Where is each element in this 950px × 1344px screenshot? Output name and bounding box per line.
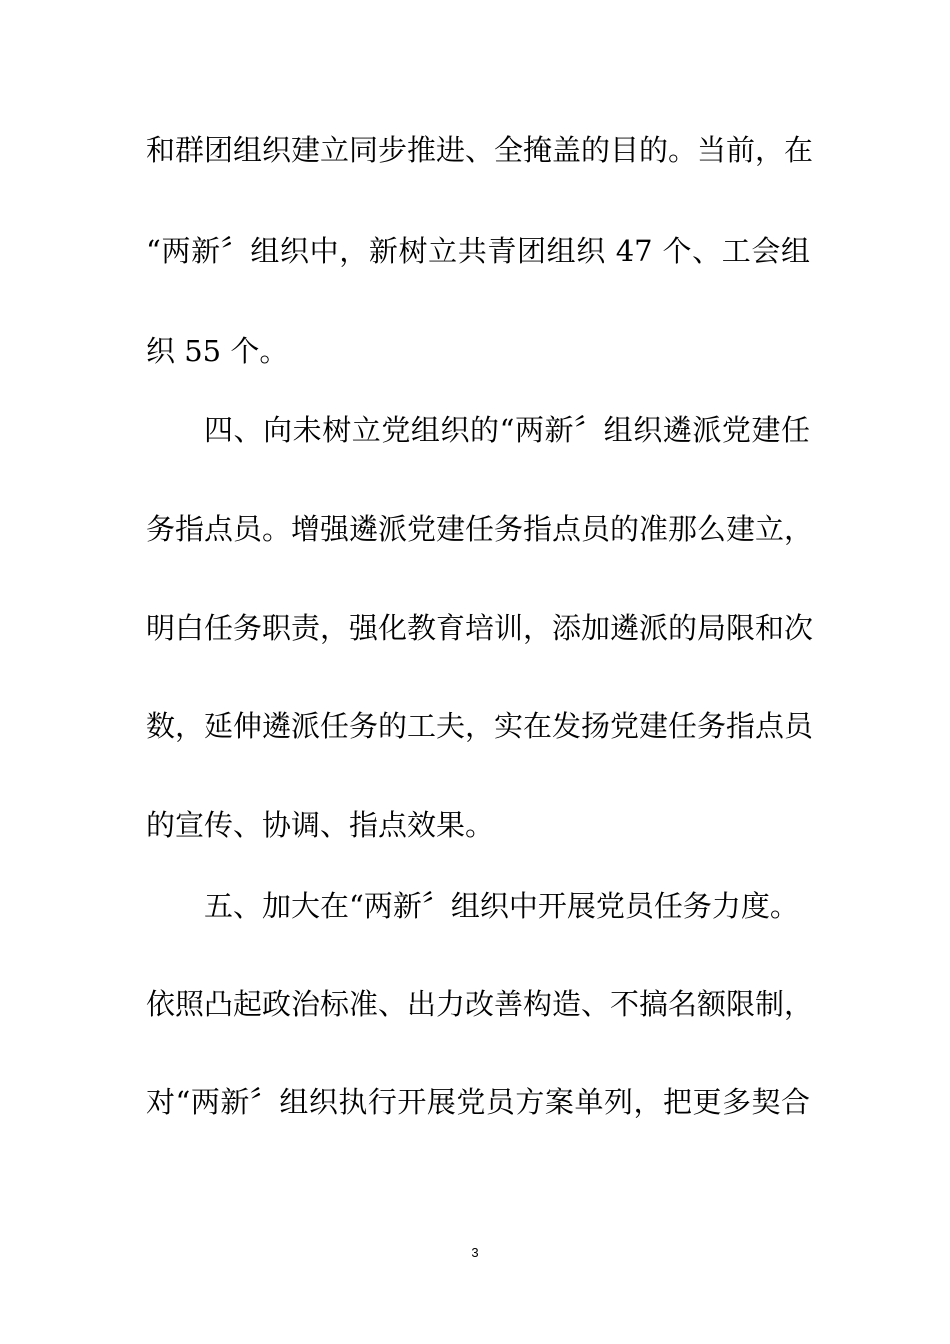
text-line: 的宣传、协调、指点效果。 <box>146 808 495 842</box>
text-line: 依照凸起政治标准、出力改善构造、不搞名额限制， <box>146 987 814 1021</box>
text-line: “两新〞组织中，新树立共青团组织 47 个、工会组 <box>146 234 810 268</box>
text-line: 务指点员。增强遴派党建任务指点员的准那么建立， <box>146 512 814 546</box>
page-number: 3 <box>471 1245 479 1260</box>
paragraph-heading-line: 五、加大在“两新〞组织中开展党员任务力度。 <box>204 889 799 923</box>
text-line: 和群团组织建立同步推进、全掩盖的目的。当前，在 <box>146 133 814 167</box>
text-line: 对“两新〞组织执行开展党员方案单列，把更多契合 <box>146 1085 810 1119</box>
text-line: 明白任务职责，强化教育培训，添加遴派的局限和次 <box>146 611 814 645</box>
text-line: 织 55 个。 <box>146 334 289 368</box>
text-line: 数，延伸遴派任务的工夫，实在发扬党建任务指点员 <box>146 709 814 743</box>
paragraph-heading-line: 四、向未树立党组织的“两新〞组织遴派党建任 <box>204 413 810 447</box>
